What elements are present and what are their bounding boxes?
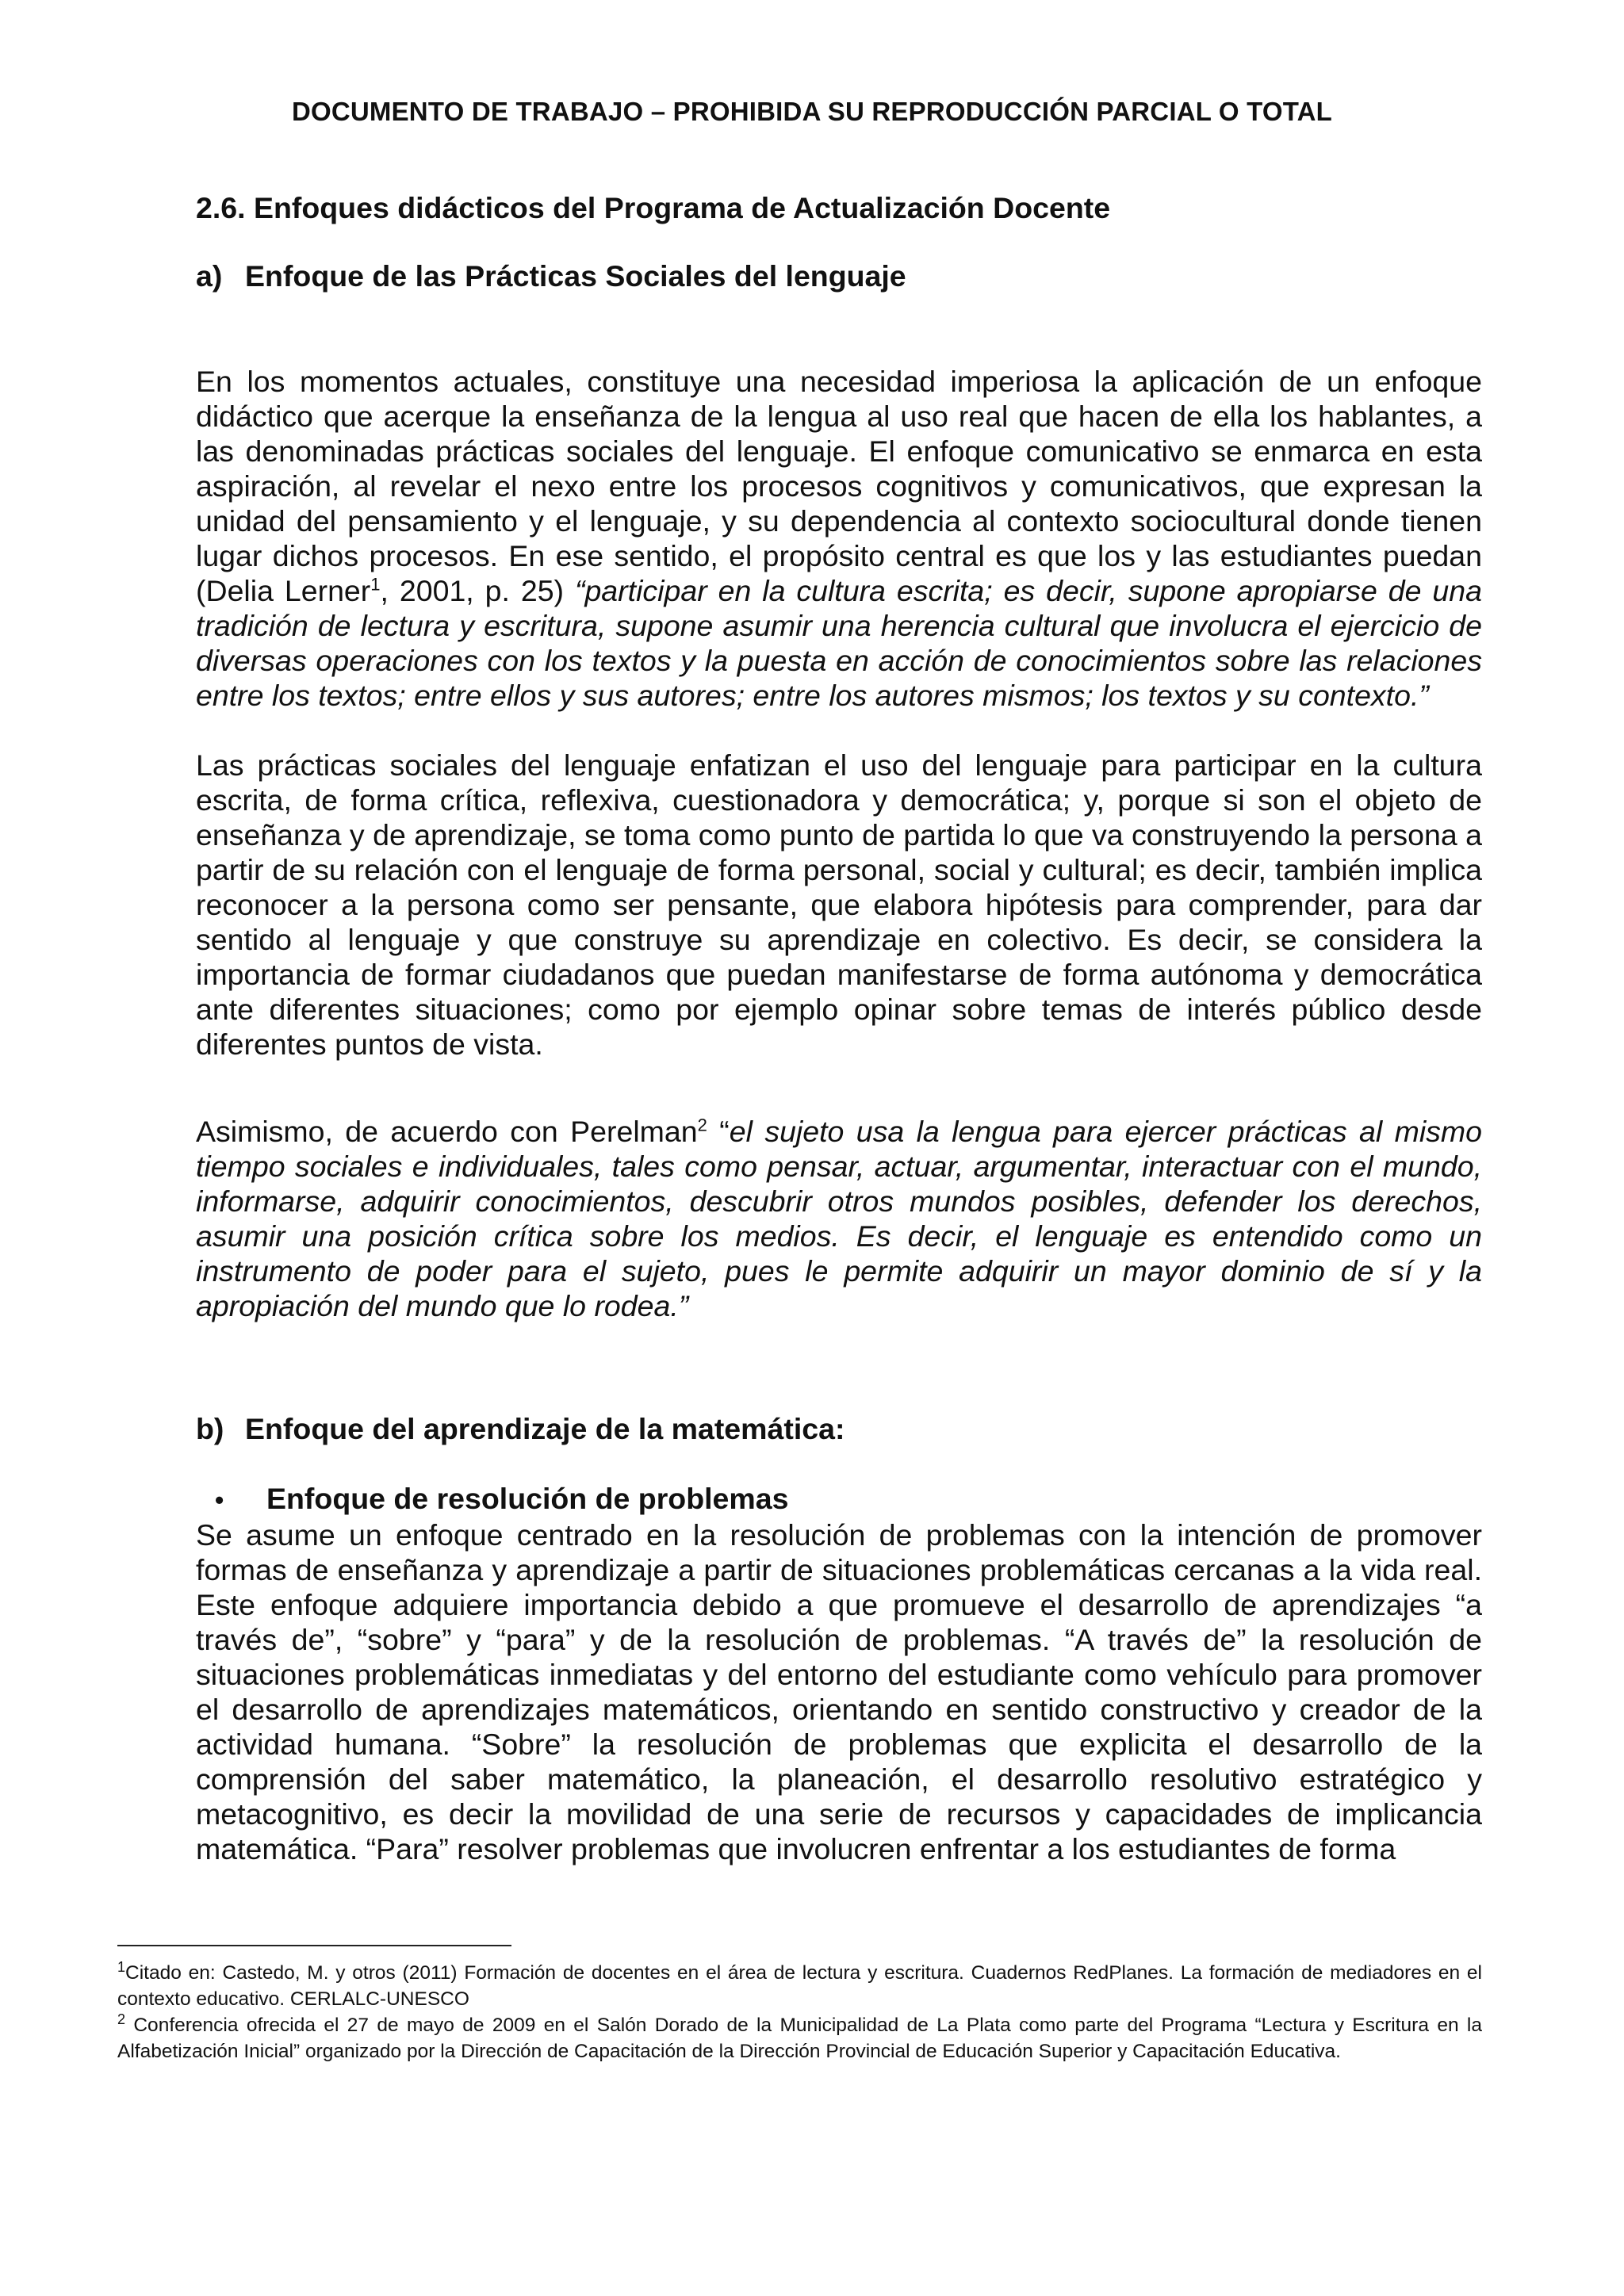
bullet-dot-icon: • xyxy=(215,1486,224,1514)
bullet-item xyxy=(196,1481,1482,1517)
subsection-a-title: Enfoque de las Prácticas Sociales del lenguaje xyxy=(245,259,906,293)
footnote-1 xyxy=(117,1960,1482,2012)
footnote-2-number: 2 xyxy=(117,2011,126,2027)
paragraph-1-citation: , 2001, p. 25) xyxy=(380,574,575,607)
body-content xyxy=(196,190,1482,1866)
footnote-2 xyxy=(117,2012,1482,2064)
footnotes xyxy=(117,1960,1482,2064)
subsection-b-title: Enfoque del aprendizaje de la matemática: xyxy=(245,1412,845,1445)
paragraph-3-quote: el sujeto usa la lengua para ejercer prácticas al mismo tiempo sociales e individuales, tales como pensar, actuar, argumentar, interactuar con el mundo, informarse, adquirir conocimientos, descubrir otros mundos posibles, defender los derechos, asumir una posición crítica sobre los medios. Es decir, el lenguaje es entendido como un instrumento de poder para el sujeto, pues le permite adquirir un mayor dominio de sí y la apropiación del mundo que lo rodea.” xyxy=(196,1115,1482,1322)
running-header: DOCUMENTO DE TRABAJO – PROHIBIDA SU REPRODUCCIÓN PARCIAL O TOTAL xyxy=(291,97,1333,126)
footnote-divider xyxy=(117,1945,511,1946)
paragraph-3-open-quote: “ xyxy=(707,1115,730,1148)
footnote-ref-1: 1 xyxy=(370,574,381,595)
footnote-2-text: Conferencia ofrecida el 27 de mayo de 2009 en el Salón Dorado de la Municipalidad de La Plata como parte del Programa “Lectura y Escritura en la Alfabetización Inicial” organizado por la Dirección de Capacitación de la Dirección Provincial de Educación Superior y Capacitación Educativa. xyxy=(117,2015,1482,2062)
paragraph-3-text: Asimismo, de acuerdo con Perelman xyxy=(196,1115,698,1148)
footnote-1-text: Citado en: Castedo, M. y otros (2011) Formación de docentes en el área de lectura y escritura. Cuadernos RedPlanes. La formación de mediadores en el contexto educativo. CERLALC-UNESCO xyxy=(117,1962,1482,2010)
bullet-item-label: Enfoque de resolución de problemas xyxy=(266,1482,789,1515)
section-title: 2.6. Enfoques didácticos del Programa de Actualización Docente xyxy=(196,191,1111,224)
paragraph-1-quote: “participar en la cultura escrita; es decir, supone apropiarse de una tradición de lectura y escritura, supone asumir una herencia cultural que involucra el ejercicio de diversas operaciones con los textos y la puesta en acción de conocimientos sobre las relaciones entre los textos; entre ellos y sus autores; entre los autores mismos; los textos y su contexto.” xyxy=(196,574,1482,712)
footnote-1-number: 1 xyxy=(117,1958,126,1975)
subsection-a-heading xyxy=(196,258,1482,293)
subsection-b-label: b) xyxy=(196,1412,224,1445)
paragraph-perelman xyxy=(196,1114,1482,1323)
paragraph-resolucion-problemas: Se asume un enfoque centrado en la resolución de problemas con la intención de promover formas de enseñanza y aprendizaje a partir de situaciones problemáticas cercanas a la vida real. Este enfoque adquiere importancia debido a que promueve el desarrollo de aprendizajes “a través de”, “sobre” y “para” y de la resolución de problemas. “A través de” la resolución de situaciones problemáticas inmediatas y del entorno del estudiante como vehículo para promover el desarrollo de aprendizajes matemáticos, orientando en sentido constructivo y creador de la actividad humana. “Sobre” la resolución de problemas que explicita el desarrollo de la comprensión del saber matemático, la planeación, el desarrollo resolutivo estratégico y metacognitivo, es decir la movilidad de una serie de recursos y capacidades de implicancia matemática. “Para” resolver problemas que involucren enfrentar a los estudiantes de forma xyxy=(196,1518,1482,1866)
paragraph-practicas-enfatizan: Las prácticas sociales del lenguaje enfatizan el uso del lenguaje para participar en la cultura escrita, de forma crítica, reflexiva, cuestionadora y democrática; y, porque si son el objeto de enseñanza y de aprendizaje, se toma como punto de partida lo que va construyendo la persona a partir de su relación con el lenguaje de forma personal, social y cultural; es decir, también implica reconocer a la persona como ser pensante, que elabora hipótesis para comprender, para dar sentido al lenguaje y que construye su aprendizaje en colectivo. Es decir, se considera la importancia de formar ciudadanos que puedan manifestarse de forma autónoma y democrática ante diferentes situaciones; como por ejemplo opinar sobre temas de interés público desde diferentes puntos de vista. xyxy=(196,748,1482,1061)
footnote-ref-2: 2 xyxy=(697,1115,707,1135)
subsection-b-heading xyxy=(196,1411,1482,1446)
paragraph-1-text: En los momentos actuales, constituye una necesidad imperiosa la aplicación de un enfoque didáctico que acerque la enseñanza de la lengua al uso real que hacen de ella los hablantes, a las denominadas prácticas sociales del lenguaje. El enfoque comunicativo se enmarca en esta aspiración, al revelar el nexo entre los procesos cognitivos y comunicativos, que expresan la unidad del pensamiento y el lenguaje, y su dependencia al contexto sociocultural donde tienen lugar dichos procesos. En ese sentido, el propósito central es que los y las estudiantes puedan (Delia Lerner xyxy=(196,365,1482,607)
paragraph-practicas-sociales xyxy=(196,364,1482,713)
subsection-a-label: a) xyxy=(196,259,223,293)
